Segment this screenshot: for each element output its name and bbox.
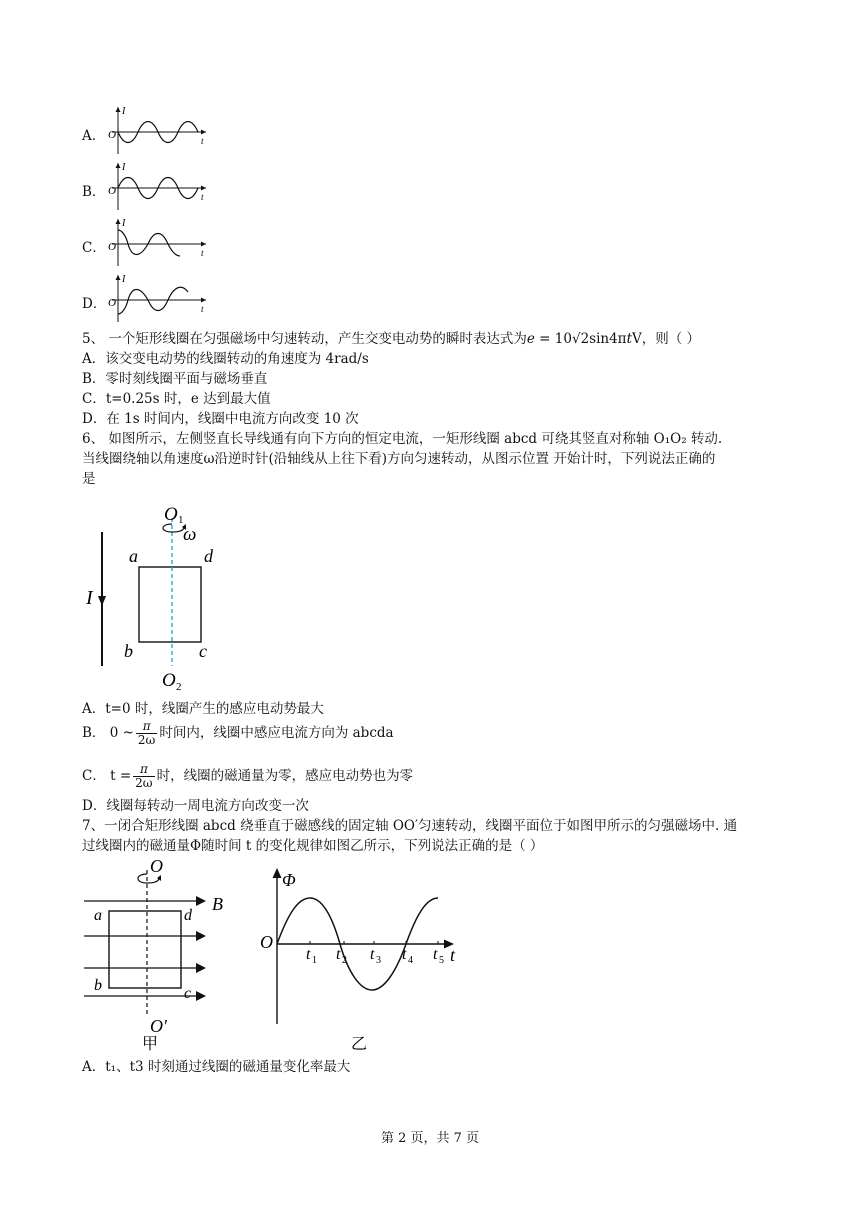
- q6-option-c-fraction: [133, 763, 154, 790]
- q5-formula-unit: V: [632, 331, 642, 347]
- q4-option-a-label: A．: [82, 128, 106, 144]
- q7-stem-line1: 7、一闭合矩形线圈 abcd 绕垂直于磁感线的固定轴 OO′匀速转动，线圈平面位于如图甲所示的匀强磁场中. 通: [82, 818, 738, 834]
- page-footer: 第 2 页，共 7 页: [380, 1131, 480, 1146]
- q7-yi-y-label: Φ: [282, 870, 296, 890]
- q7-yi-tick-2: t: [336, 946, 341, 963]
- q5-option-c: C．t=0.25s 时，e 达到最大值: [82, 391, 271, 407]
- q4-graph-d: [104, 272, 210, 324]
- q6-current-label: I: [86, 587, 93, 609]
- q5-stem-prefix: 5、 一个矩形线圈在匀强磁场中匀速转动，产生交变电动势的瞬时表达式为: [82, 331, 527, 347]
- q6-option-c-den: 2ω: [135, 776, 153, 790]
- q6-option-b-num: π: [136, 720, 157, 734]
- q4-b-axis-x: t: [201, 192, 204, 202]
- q6-coil: [139, 567, 201, 642]
- q7-coil: [109, 911, 181, 988]
- q7-yi-tick-4: t: [402, 946, 407, 963]
- q4-a-origin: O: [108, 129, 116, 141]
- q4-b-axis-y: I: [122, 162, 126, 173]
- q7-axis-bottom-label: O′: [150, 1016, 167, 1036]
- q6-option-b-lead: 0 ~: [109, 725, 134, 741]
- q6-stem-line1: 6、 如图所示，左侧竖直长导线通有向下方向的恒定电流，一矩形线圈 abcd 可绕其竖直对称轴 O₁O₂ 转动.: [82, 431, 723, 447]
- q6-option-c-text: 时，线圈的磁通量为零，感应电动势也为零: [156, 768, 414, 784]
- q7-yi-tick-2-sub: 2: [342, 955, 347, 966]
- q7-axis-top-label: O: [150, 856, 163, 876]
- q7-caption-yi: 乙: [351, 1036, 368, 1052]
- q5-formula-t: t: [626, 331, 632, 347]
- q4-a-axis-y: I: [122, 106, 126, 117]
- q6-corner-a: a: [129, 546, 138, 566]
- q6-stem-line2: 当线圈绕轴以角速度ω沿逆时针(沿轴线从上往下看)方向匀速转动，从图示位置 开始计时，下列说法正确的: [82, 451, 716, 467]
- q7-corner-a: a: [94, 907, 102, 924]
- q4-d-axis-y: I: [122, 274, 126, 285]
- q5-formula-e: e: [526, 331, 535, 347]
- q4-option-d-label: D．: [82, 296, 107, 312]
- q7-caption-jia: 甲: [142, 1036, 159, 1052]
- q7-yi-tick-1-sub: 1: [312, 955, 317, 966]
- q7-figure-yi: [256, 856, 466, 1052]
- q6-option-b: [82, 720, 394, 747]
- q6-axis-bottom-sub: 2: [176, 681, 182, 693]
- q7-corner-b: b: [94, 977, 102, 994]
- q4-graph-a: [104, 104, 210, 156]
- q6-corner-c: c: [199, 641, 207, 661]
- q7-corner-c: c: [184, 985, 192, 1002]
- q7-field-label: B: [212, 894, 223, 914]
- q4-d-axis-x: t: [201, 304, 204, 314]
- q4-d-origin: O: [108, 297, 116, 309]
- q6-option-c: [82, 763, 413, 790]
- q4-c-axis-x: t: [201, 248, 204, 258]
- q4-a-axis-x: t: [201, 136, 204, 146]
- q7-yi-tick-4-sub: 4: [408, 955, 413, 966]
- q6-option-b-den: 2ω: [137, 733, 156, 747]
- q6-option-c-num: π: [133, 763, 154, 777]
- q6-axis-bottom-label: O: [162, 670, 176, 691]
- q6-option-b-text: 时间内，线圈中感应电流方向为 abcda: [159, 725, 394, 741]
- q6-option-d: D．线圈每转动一周电流方向改变一次: [82, 798, 309, 814]
- q6-option-a: A．t=0 时，线圈产生的感应电动势最大: [82, 701, 324, 717]
- q5-option-d: D．在 1s 时间内，线圈中电流方向改变 10 次: [82, 411, 359, 427]
- q4-c-origin: O: [108, 241, 116, 253]
- q6-current-arrow: [98, 596, 106, 606]
- q6-corner-b: b: [124, 641, 133, 661]
- q7-figure-jia: [80, 856, 240, 1052]
- q7-yi-tick-1: t: [306, 946, 311, 963]
- q7-yi-tick-3-sub: 3: [376, 955, 381, 966]
- q6-axis-top-sub: 1: [178, 514, 184, 526]
- q5-formula-mid: = 10√2sin4π: [534, 331, 627, 347]
- q5-stem: [82, 330, 700, 348]
- q6-omega-label: ω: [183, 524, 197, 545]
- q4-b-origin: O: [108, 185, 116, 197]
- q6-option-b-fraction: [136, 720, 157, 747]
- q5-option-b: B．零时刻线圈平面与磁场垂直: [82, 371, 268, 387]
- q6-option-b-label: B．: [82, 725, 106, 741]
- q6-option-c-label: C．: [82, 768, 106, 784]
- q7-option-a: A．t₁、t3 时刻通过线圈的磁通量变化率最大: [82, 1059, 351, 1075]
- q5-stem-suffix: ，则（ ）: [641, 331, 701, 347]
- q6-corner-d: d: [204, 546, 213, 566]
- q4-option-b-label: B．: [82, 184, 106, 200]
- q4-option-c-label: C．: [82, 240, 106, 256]
- q4-c-axis-y: I: [122, 218, 126, 229]
- q6-option-c-lead: t =: [110, 768, 132, 784]
- q6-figure: [80, 500, 240, 694]
- q6-axis-top-label: O: [164, 504, 178, 525]
- q7-yi-tick-5: t: [433, 946, 438, 963]
- q7-yi-tick-5-sub: 5: [439, 955, 444, 966]
- q7-yi-x-label: t: [450, 945, 456, 965]
- q6-stem-line3: 是: [82, 471, 96, 487]
- q4-graph-c: [104, 216, 210, 268]
- q4-graph-b: [104, 160, 210, 212]
- q7-yi-tick-3: t: [370, 946, 375, 963]
- q5-option-a: A．该交变电动势的线圈转动的角速度为 4rad/s: [82, 351, 369, 367]
- q7-stem-line2: 过线圈内的磁通量Φ随时间 t 的变化规律如图乙所示，下列说法正确的是（ ）: [82, 838, 544, 854]
- q7-corner-d: d: [184, 907, 192, 924]
- q7-yi-origin: O: [260, 932, 273, 952]
